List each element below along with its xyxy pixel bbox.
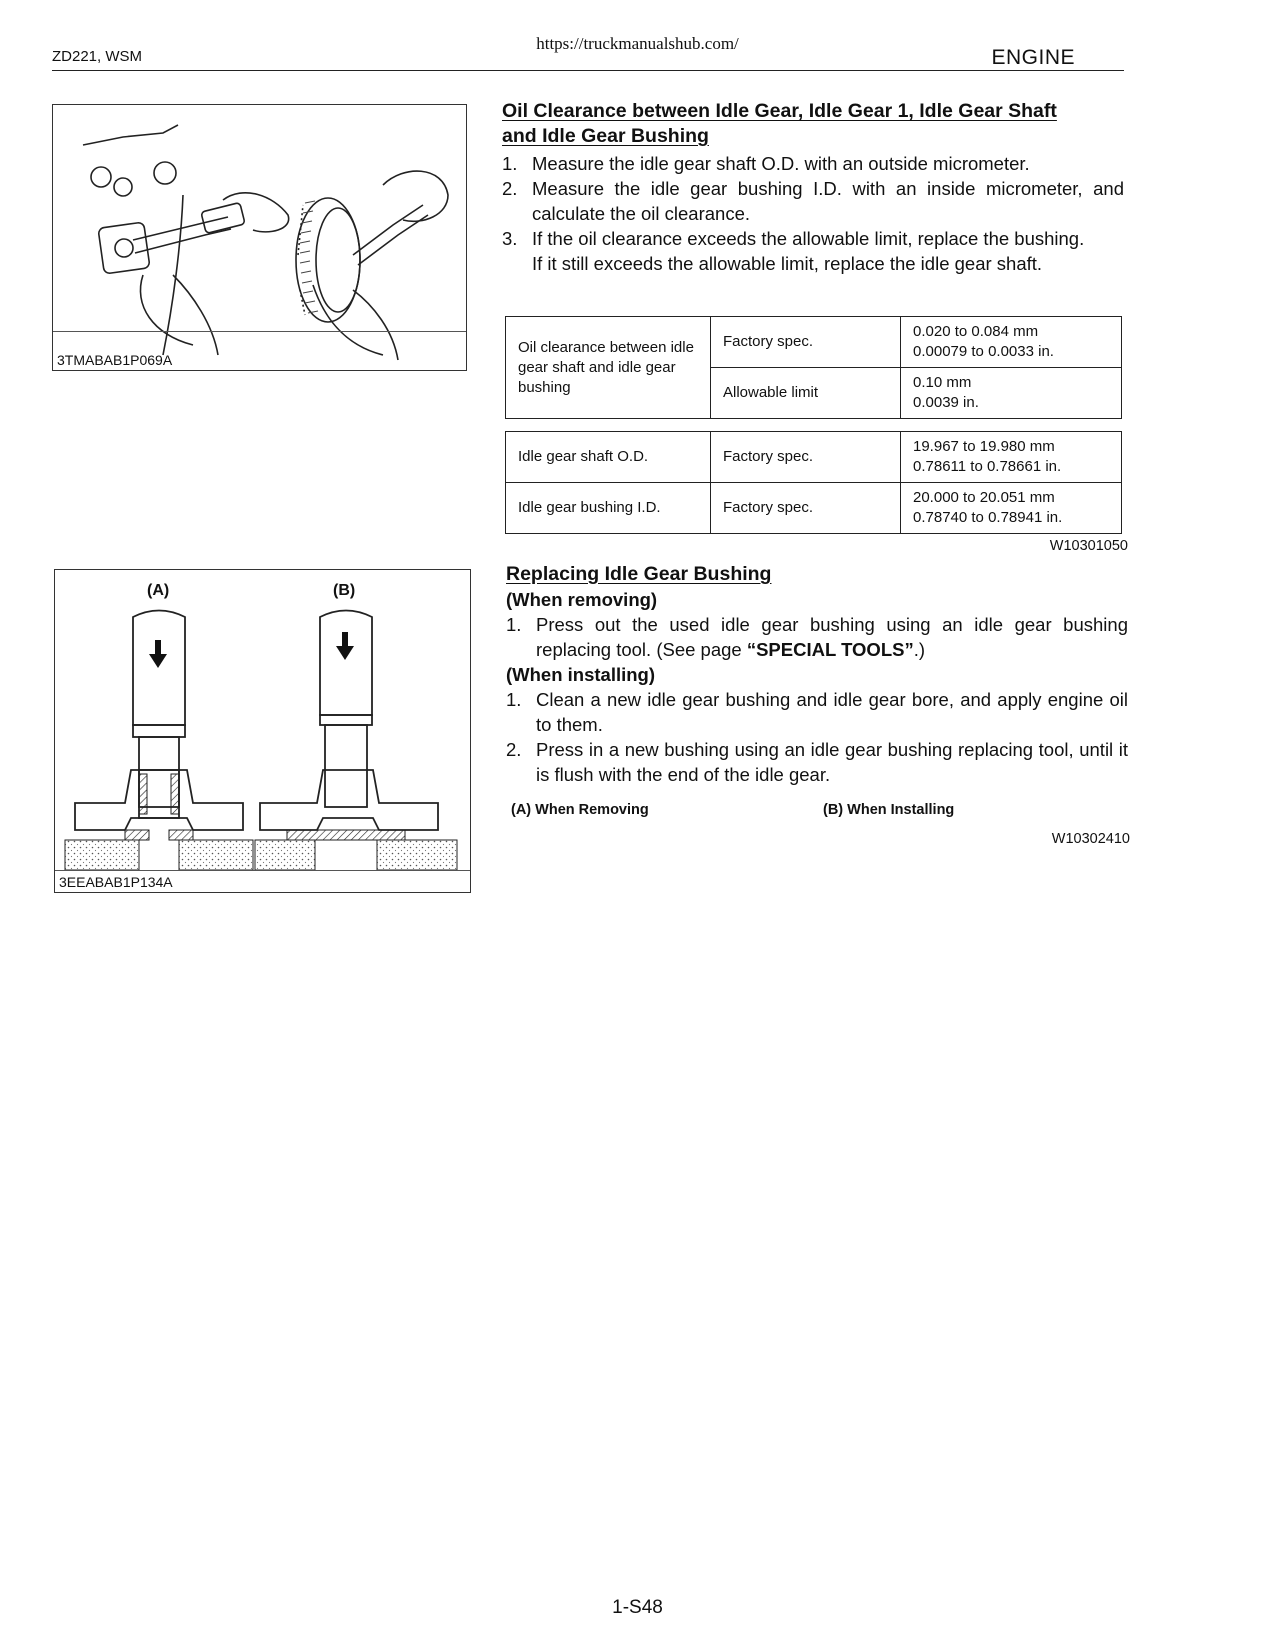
figure-label-a: (A) — [147, 582, 170, 599]
spec-value: 19.967 to 19.980 mm 0.78611 to 0.78661 in. — [901, 432, 1122, 483]
spec-value: 20.000 to 20.051 mm 0.78740 to 0.78941 in. — [901, 483, 1122, 534]
step-list — [506, 612, 1128, 662]
section-oil-clearance — [502, 99, 1124, 276]
figure-caption-rule — [55, 870, 470, 871]
spec-label: Factory spec. — [711, 483, 901, 534]
section-title: Oil Clearance between Idle Gear, Idle Gear 1, Idle Gear Shaft and Idle Gear Bushing — [502, 100, 1057, 147]
spec-table-oil-clearance — [505, 316, 1122, 419]
figure-caption-rule — [53, 331, 466, 332]
figure-label-b: (B) — [333, 582, 356, 599]
legend-b: (B) When Installing — [823, 802, 955, 818]
special-tools-reference: “SPECIAL TOOLS” — [746, 639, 914, 660]
subheading-removing: (When removing) — [506, 589, 658, 610]
step-item: 3. If the oil clearance exceeds the allowable limit, replace the bushing. — [502, 228, 1085, 249]
spec-label: Allowable limit — [711, 368, 901, 419]
spec-item: Oil clearance between idle gear shaft and idle gear bushing — [506, 317, 711, 419]
figure-code: 3TMABAB1P069A — [57, 352, 173, 368]
step-note: If it still exceeds the allowable limit, replace the idle gear shaft. — [532, 253, 1043, 274]
step-item: 1. Press out the used idle gear bushing using an idle gear bushing replacing tool. (See page “SPECIAL TOOLS”.) — [506, 614, 1128, 660]
header-model: ZD221, WSM — [52, 48, 143, 65]
header-url[interactable]: https://truckmanualshub.com/ — [536, 34, 739, 53]
step-item: 2. Measure the idle gear bushing I.D. with an inside micrometer, and calculate the oil clearance. — [502, 178, 1124, 224]
step-item: 2. Press in a new bushing using an idle gear bushing replacing tool, until it is flush with the end of the idle gear. — [506, 739, 1128, 785]
spec-table-dimensions — [505, 431, 1122, 534]
figure-micrometer — [52, 104, 467, 371]
legend-a: (A) When Removing — [511, 802, 649, 818]
page-number: 1-S48 — [612, 1597, 663, 1618]
bushing-press-illustration — [55, 570, 470, 892]
reference-code: W10301050 — [1049, 538, 1128, 554]
step-list — [502, 151, 1124, 251]
spec-item: Idle gear shaft O.D. — [506, 432, 711, 483]
header-section: ENGINE — [991, 46, 1075, 69]
section-title: Replacing Idle Gear Bushing — [506, 563, 772, 585]
spec-value: 0.10 mm 0.0039 in. — [901, 368, 1122, 419]
subheading-installing: (When installing) — [506, 664, 656, 685]
figure-bushing-tool — [54, 569, 471, 893]
reference-code: W10302410 — [1051, 831, 1130, 847]
spec-value: 0.020 to 0.084 mm 0.00079 to 0.0033 in. — [901, 317, 1122, 368]
header-rule — [52, 70, 1124, 71]
spec-item: Idle gear bushing I.D. — [506, 483, 711, 534]
section-replacing-bushing — [506, 562, 1128, 787]
figure-code: 3EEABAB1P134A — [59, 874, 173, 890]
step-item: 1. Measure the idle gear shaft O.D. with an outside micrometer. — [502, 153, 1030, 174]
step-list — [506, 687, 1128, 787]
step-item: 1. Clean a new idle gear bushing and idle gear bore, and apply engine oil to them. — [506, 689, 1128, 735]
spec-label: Factory spec. — [711, 432, 901, 483]
spec-label: Factory spec. — [711, 317, 901, 368]
